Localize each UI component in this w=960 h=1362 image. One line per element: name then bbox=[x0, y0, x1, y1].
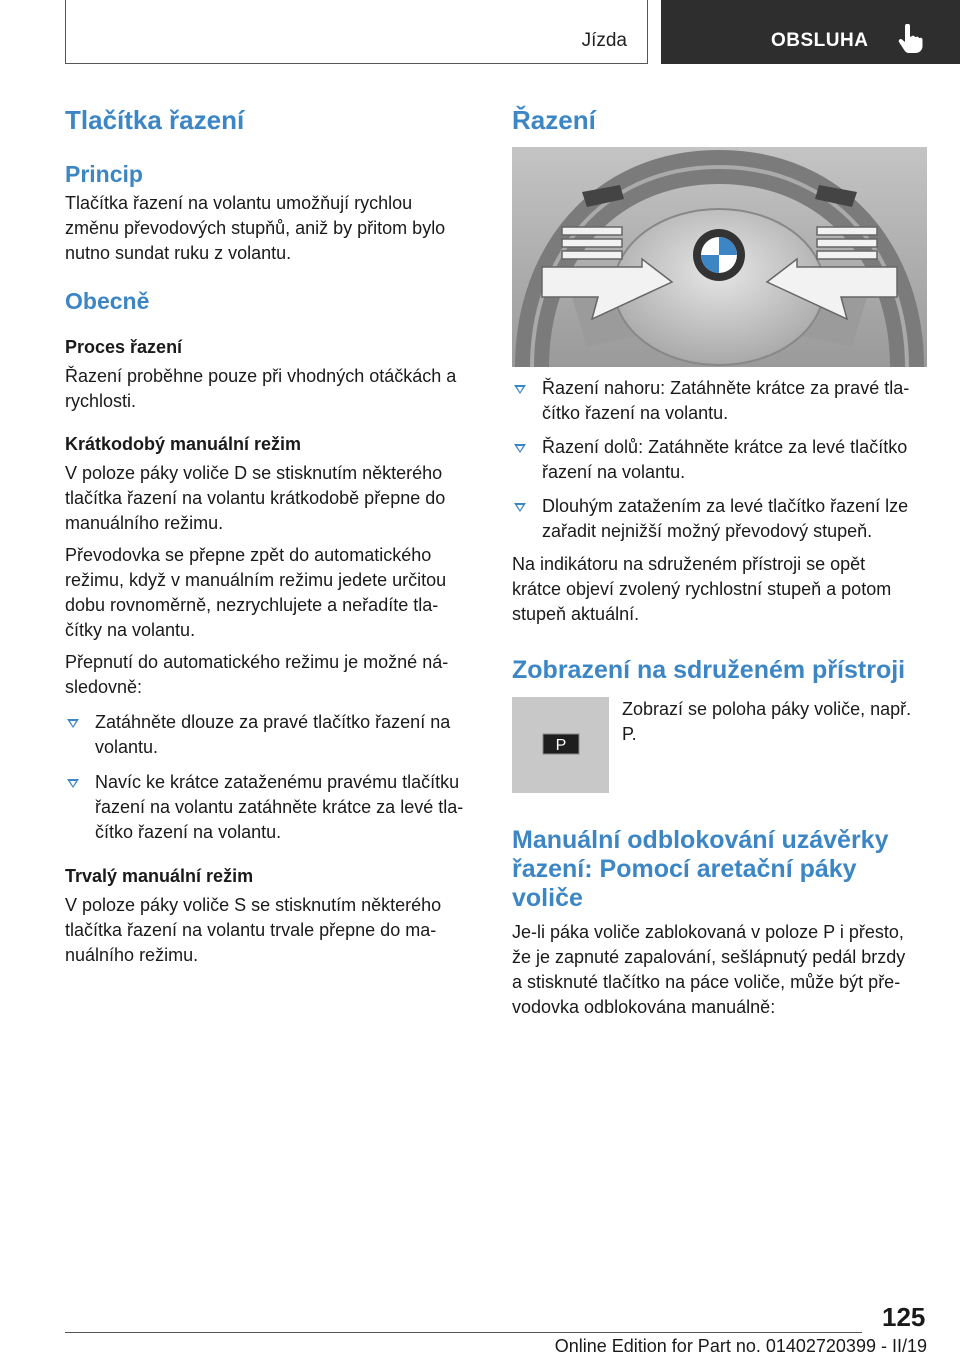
bullet-triangle-icon bbox=[67, 779, 79, 788]
list-item: Dlouhým zatažením za levé tlačítko řazení lze zařadit nejnižší možný převodový stupeň. bbox=[512, 494, 927, 544]
header-section-box bbox=[65, 0, 648, 64]
kratkodoby-heading: Krátkodobý manuální režim bbox=[65, 434, 302, 454]
left-column bbox=[65, 100, 477, 968]
right-column bbox=[512, 100, 927, 1020]
footer-edition: Online Edition for Part no. 01402720399 - II/19 bbox=[554, 1336, 927, 1356]
cluster-display-row bbox=[512, 697, 927, 793]
zobrazeni-text: Zobrazí se poloha páky voliče, např. P. bbox=[622, 699, 912, 744]
manual-release-heading: Manuální odblokování uzávěrky řazení: Pomocí aretační páky voliče bbox=[512, 826, 889, 912]
gear-indicator-label: P bbox=[555, 737, 567, 754]
page-number: 125 bbox=[882, 1302, 926, 1332]
steering-wheel-illustration bbox=[512, 147, 927, 367]
chapter-tab bbox=[661, 0, 960, 64]
list-item: Řazení dolů: Zatáhněte krátce za levé tlačítko řazení na volantu. bbox=[512, 435, 927, 485]
list-item: Řazení nahoru: Zatáhněte krátce za pravé tla‐ čítko řazení na volantu. bbox=[512, 376, 927, 426]
zobrazeni-heading: Zobrazení na sdruženém přístroji bbox=[512, 656, 906, 684]
manual-release-text: Je-li páka voliče zablokovaná v poloze P i přesto, že je zapnuté zapalování, sešlápnutý pedál brzdy a stisknuté tlačítko na páce voliče, může být pře‐ vodovka odblokována manuálně: bbox=[512, 922, 906, 1017]
bullet-triangle-icon bbox=[514, 444, 526, 453]
bullet-triangle-icon bbox=[514, 503, 526, 512]
indicator-text: Na indikátoru na sdruženém přístroji se opět krátce objeví zvolený rychlostní stupeň a potom stupeň aktuální. bbox=[512, 554, 892, 624]
chapter-tab-label: OBSLUHA bbox=[771, 30, 869, 51]
bullet-triangle-icon bbox=[514, 385, 526, 394]
section-title: Jízda bbox=[581, 30, 627, 51]
proces-heading: Proces řazení bbox=[65, 337, 183, 357]
princip-heading: Princip bbox=[65, 161, 143, 187]
footer-divider bbox=[65, 1332, 862, 1333]
obecne-heading: Obecně bbox=[65, 288, 150, 314]
list-item: Navíc ke krátce zataženému pravému tlačítku řazení na volantu zatáhněte krátce za levé tla‐ čítko řazení na volantu. bbox=[65, 770, 477, 845]
kratkodoby-text-1: V poloze páky voliče D se stisknutím některého tlačítka řazení na volantu krátkodobě přepne do manuálního režimu. bbox=[65, 463, 446, 533]
bullet-triangle-icon bbox=[67, 719, 79, 728]
page-title: Tlačítka řazení bbox=[65, 105, 245, 135]
kratkodoby-text-3: Přepnutí do automatického režimu je možné ná‐ sledovně: bbox=[65, 652, 449, 697]
trvaly-heading: Trvalý manuální režim bbox=[65, 866, 254, 886]
kratkodoby-text-2: Převodovka se přepne zpět do automatického režimu, když v manuálním režimu jedete určitou dobu rovnoměrně, nezrychlujete a neřadíte tla‐ čítky na volantu. bbox=[65, 545, 447, 640]
hand-pointer-icon bbox=[897, 24, 923, 54]
razeni-heading: Řazení bbox=[512, 105, 596, 135]
proces-text: Řazení proběhne pouze při vhodných otáčkách a rychlosti. bbox=[65, 366, 457, 411]
list-item: Zatáhněte dlouze za pravé tlačítko řazení na volantu. bbox=[65, 710, 477, 760]
trvaly-text: V poloze páky voliče S se stisknutím některého tlačítka řazení na volantu trvale přepne do ma‐ nuálního režimu. bbox=[65, 895, 442, 965]
cluster-display-image bbox=[512, 697, 609, 793]
princip-text: Tlačítka řazení na volantu umožňují rychlou změnu převodových stupňů, aniž by přitom bylo nutno sundat ruku z volantu. bbox=[65, 193, 446, 263]
